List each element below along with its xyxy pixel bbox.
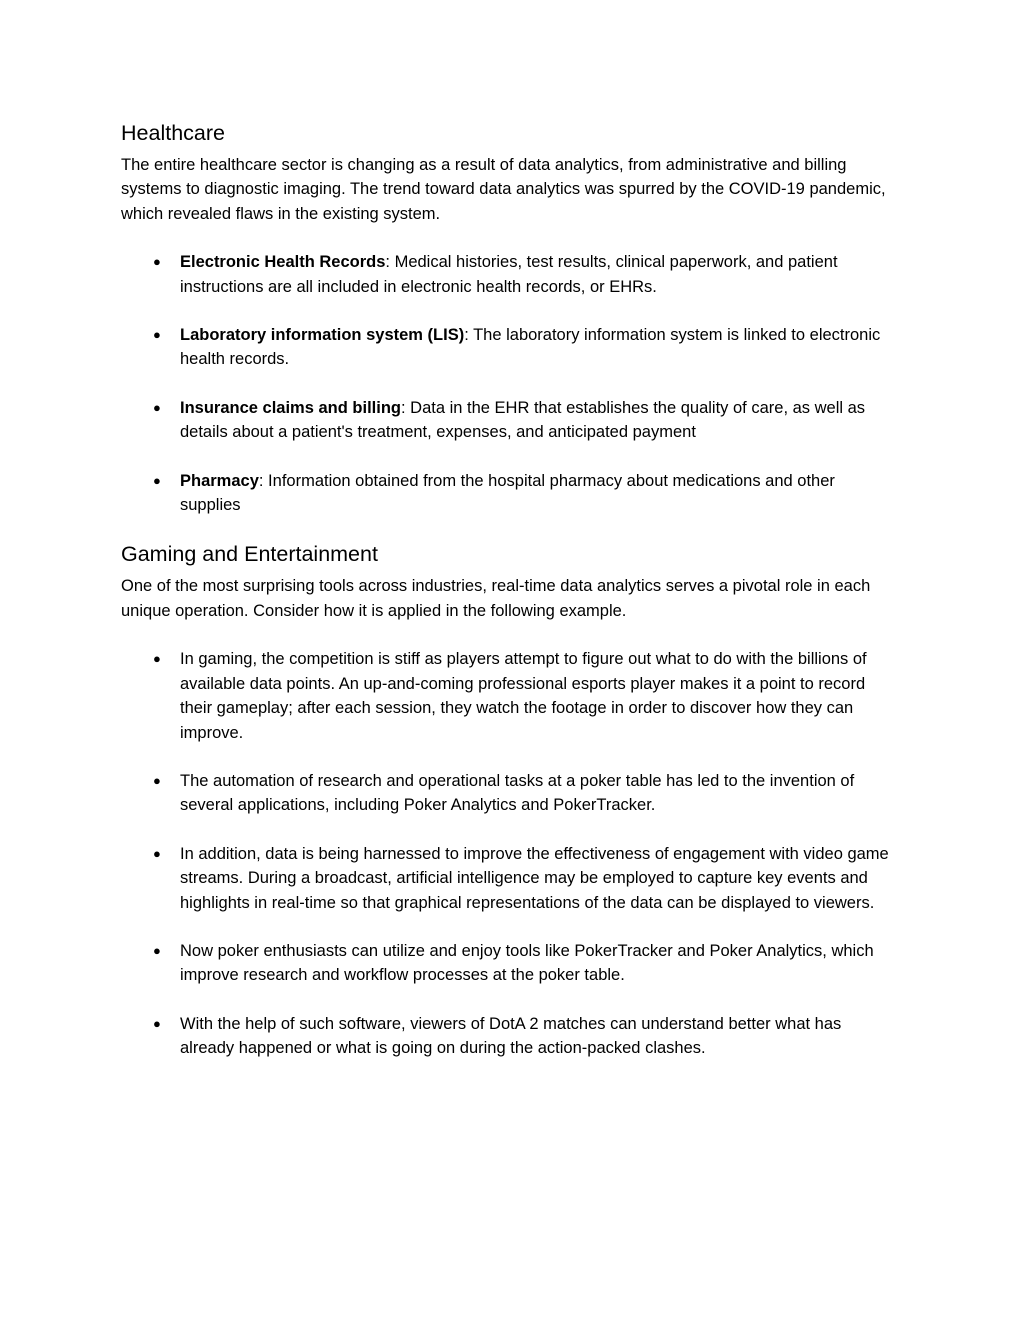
healthcare-section — [121, 118, 896, 517]
list-item-term: Pharmacy — [180, 471, 259, 490]
bullet-icon: ● — [153, 772, 161, 788]
list-item — [121, 396, 896, 445]
list-item — [121, 323, 896, 372]
list-item — [121, 842, 896, 915]
bullet-icon: ● — [153, 942, 161, 958]
bullet-icon: ● — [153, 399, 161, 415]
gaming-heading: Gaming and Entertainment — [121, 542, 378, 567]
list-item — [121, 250, 896, 299]
list-item — [121, 647, 896, 745]
bullet-icon: ● — [153, 845, 161, 861]
bullet-icon: ● — [153, 1015, 161, 1031]
healthcare-list — [121, 250, 896, 517]
list-item — [121, 469, 896, 518]
bullet-icon: ● — [153, 327, 161, 343]
gaming-section — [121, 539, 896, 1060]
list-item-text: In gaming, the competition is stiff as players attempt to figure out what to do with the billions of available data points. An up-and-coming professional esports player makes it a point to record their gameplay; after each session, they watch the footage in order to discover how they can improve. — [180, 650, 867, 742]
document-page — [121, 118, 896, 1061]
bullet-icon: ● — [153, 472, 161, 488]
list-item — [121, 1012, 896, 1061]
list-item-text: With the help of such software, viewers of DotA 2 matches can understand better what has already happened or what is going on during the action-packed clashes. — [180, 1014, 842, 1058]
list-item-text: The automation of research and operational tasks at a poker table has led to the invention of several applications, including Poker Analytics and PokerTracker. — [180, 771, 855, 815]
list-item — [121, 939, 896, 988]
list-item — [121, 769, 896, 818]
healthcare-heading: Healthcare — [121, 121, 225, 145]
list-item-text: : Data in the EHR that establishes the quality of care, as well as details about a patient's treatment, expenses, and anticipated payment — [180, 398, 866, 442]
list-item-term: Laboratory information system (LIS) — [180, 326, 465, 345]
bullet-icon: ● — [153, 254, 161, 270]
list-item-text: Now poker enthusiasts can utilize and enjoy tools like PokerTracker and Poker Analytics, which improve research and workflow processes at the poker table. — [180, 941, 874, 985]
gaming-list — [121, 647, 896, 1060]
list-item-text: : The laboratory information system is linked to electronic health records. — [180, 326, 881, 369]
list-item-term: Insurance claims and billing — [180, 398, 401, 417]
gaming-intro: One of the most surprising tools across industries, real-time data analytics serves a pivotal role in each unique operation. Consider how it is applied in the following example. — [121, 577, 871, 620]
list-item-text: : Information obtained from the hospital pharmacy about medications and other supplies — [180, 471, 835, 515]
list-item-term: Electronic Health Records — [180, 253, 386, 272]
list-item-text: In addition, data is being harnessed to improve the effectiveness of engagement with video game streams. During a broadcast, artificial intelligence may be employed to capture key events and highlights in real-time so that graphical representations of the data can be displayed to viewers. — [180, 844, 889, 912]
healthcare-intro: The entire healthcare sector is changing as a result of data analytics, from administrative and billing systems to diagnostic imaging. The trend toward data analytics was spurred by the COVID-19 pandemic, which revealed flaws in the existing system. — [121, 156, 886, 223]
list-item-text: : Medical histories, test results, clinical paperwork, and patient instructions are all included in electronic health records, or EHRs. — [180, 253, 838, 296]
bullet-icon: ● — [153, 651, 161, 667]
